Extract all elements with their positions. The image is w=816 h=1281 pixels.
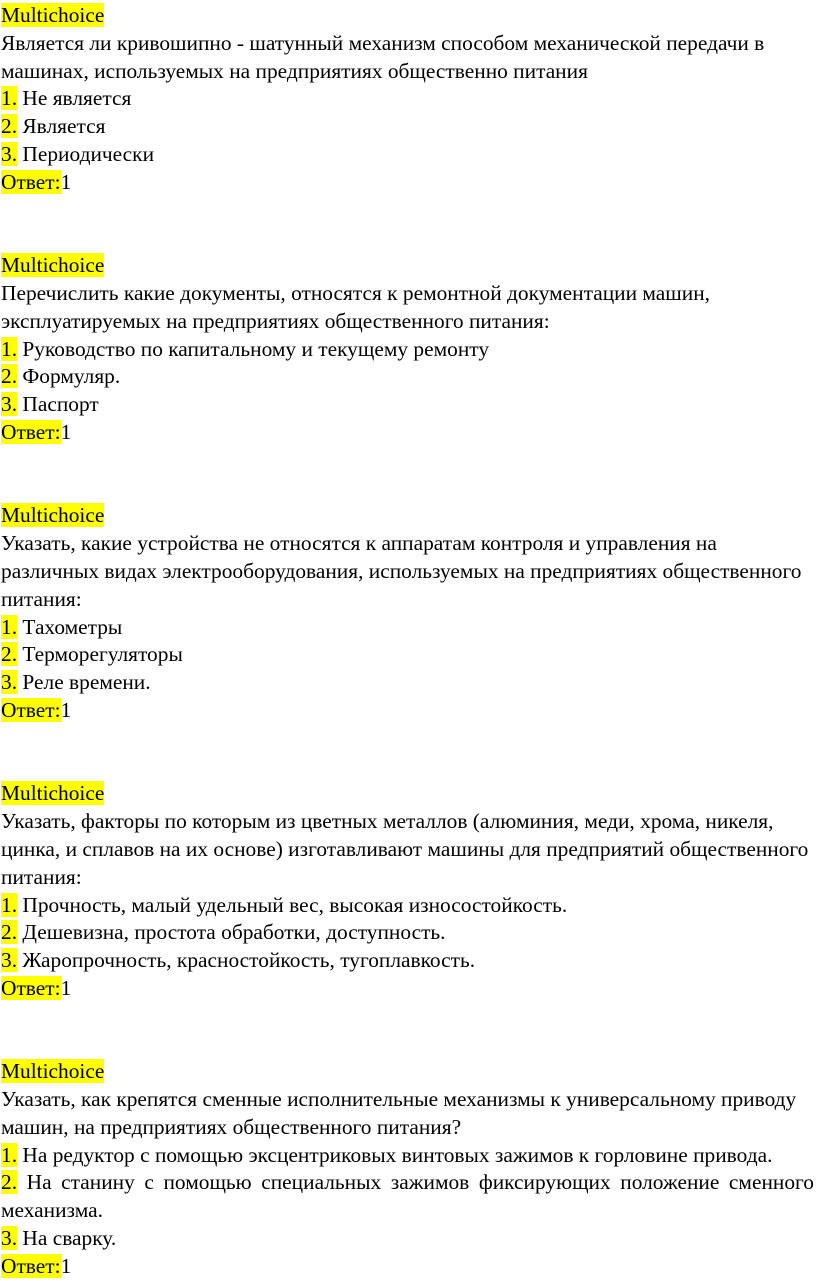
- option-3: [1, 947, 816, 975]
- question-text: Указать, как крепятся сменные исполнительные механизмы к универсальному приводу машин, на предприятиях общественного питания?: [1, 1087, 797, 1139]
- question-type-label: Multichoice: [1, 3, 105, 27]
- option-number: 3.: [1, 392, 18, 417]
- option-number: 1.: [1, 336, 18, 361]
- answer-label: Ответ:: [1, 419, 61, 444]
- option-3: [1, 141, 816, 169]
- option-number: 1.: [1, 86, 18, 111]
- option-text: Жаропрочность, красностойкость, тугоплавкость.: [22, 948, 476, 973]
- option-2: [1, 113, 816, 141]
- option-number: 1.: [1, 614, 18, 639]
- question-block: [1, 2, 816, 197]
- option-text: На редуктор с помощью эксцентриковых винтовых зажимов к горловине привода.: [22, 1142, 773, 1167]
- option-text: Является: [22, 114, 106, 139]
- option-1: [1, 85, 816, 113]
- option-text: Тахометры: [22, 614, 123, 639]
- option-1: [1, 892, 816, 920]
- answer-label: Ответ:: [1, 169, 61, 194]
- answer-line: [1, 697, 816, 725]
- option-2: [1, 641, 816, 669]
- option-3: [1, 391, 816, 419]
- answer-line: [1, 1253, 816, 1281]
- answer-value: 1: [60, 975, 72, 1000]
- question-text: Указать, какие устройства не относятся к аппаратам контроля и управления на различных видах электрооборудования, используемых на предприятиях общественного питания:: [1, 531, 802, 611]
- question-type-label: Multichoice: [1, 781, 105, 806]
- option-1: [1, 614, 816, 642]
- option-number: 1.: [1, 1142, 18, 1167]
- option-text: Дешевизна, простота обработки, доступность.: [22, 920, 446, 945]
- option-text: На станину с помощью специальных зажимов фиксирующих положение сменного механизма.: [1, 1170, 814, 1223]
- option-text: Реле времени.: [22, 670, 151, 695]
- option-number: 1.: [1, 892, 18, 917]
- option-text: Формуляр.: [22, 364, 121, 389]
- answer-label: Ответ:: [1, 1253, 61, 1278]
- option-number: 2.: [1, 114, 18, 139]
- option-number: 2.: [1, 642, 18, 667]
- option-1: [1, 1142, 816, 1170]
- question-text: Является ли кривошипно - шатунный механизм способом механической передачи в машинах, используемых на предприятиях общественно питания: [1, 30, 765, 83]
- question-block: [1, 1058, 816, 1280]
- option-number: 3.: [1, 670, 18, 695]
- answer-value: 1: [60, 1253, 72, 1278]
- answer-line: [1, 975, 816, 1003]
- answer-line: [1, 419, 816, 447]
- option-text: Периодически: [22, 141, 155, 166]
- question-text: Указать, факторы по которым из цветных металлов (алюминия, меди, хрома, никеля, цинка, и сплавов на их основе) изготавливают машины для предприятий общественного питания:: [1, 809, 809, 889]
- option-number: 2.: [1, 1170, 18, 1195]
- answer-label: Ответ:: [1, 697, 61, 722]
- option-1: [1, 336, 816, 364]
- option-3: [1, 1225, 816, 1253]
- question-block: [1, 780, 816, 1002]
- question-type-label: Multichoice: [1, 1059, 105, 1084]
- option-number: 3.: [1, 141, 18, 166]
- option-2: [1, 919, 816, 947]
- option-text: Руководство по капитальному и текущему ремонту: [22, 336, 490, 361]
- answer-value: 1: [60, 697, 72, 722]
- option-3: [1, 669, 816, 697]
- answer-label: Ответ:: [1, 975, 61, 1000]
- option-text: Терморегуляторы: [22, 642, 183, 667]
- question-text: Перечислить какие документы, относятся к ремонтной документации машин, эксплуатируемых на предприятиях общественного питания:: [1, 280, 710, 333]
- question-block: [1, 252, 816, 447]
- option-text: Паспорт: [22, 392, 99, 417]
- question-block: [1, 502, 816, 724]
- option-text: Прочность, малый удельный вес, высокая износостойкость.: [22, 892, 568, 917]
- option-number: 2.: [1, 920, 18, 945]
- question-type-label: Multichoice: [1, 253, 105, 278]
- answer-line: [1, 169, 816, 197]
- option-number: 3.: [1, 1226, 18, 1251]
- question-type-label: Multichoice: [1, 503, 105, 528]
- answer-value: 1: [60, 419, 72, 444]
- option-text: Не является: [22, 86, 132, 111]
- option-number: 3.: [1, 948, 18, 973]
- answer-value: 1: [60, 169, 72, 194]
- option-number: 2.: [1, 364, 18, 389]
- option-2: [1, 363, 816, 391]
- option-2: [1, 1169, 816, 1225]
- option-text: На сварку.: [22, 1226, 117, 1251]
